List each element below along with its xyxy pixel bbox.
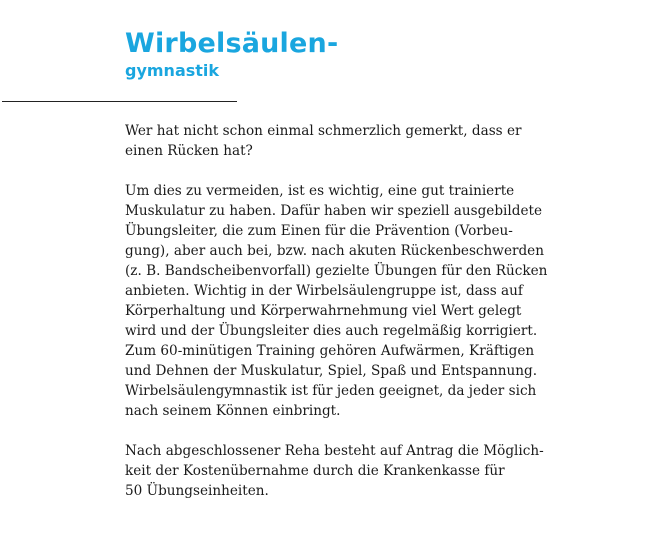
text-line: einen Rücken hat? xyxy=(125,143,253,159)
page-subtitle: gymnastik xyxy=(125,61,220,80)
text-line: nach seinem Können einbringt. xyxy=(125,403,341,419)
text-line: Übungsleiter, die zum Einen für die Prävention (Vorbeu- xyxy=(125,223,513,239)
paragraph-spacer xyxy=(125,161,565,181)
text-line: Wirbelsäulengymnastik ist für jeden geeignet, da jeder sich xyxy=(125,383,537,399)
text-line: und Dehnen der Muskulatur, Spiel, Spaß und Entspannung. xyxy=(125,363,538,379)
text-line: Um dies zu vermeiden, ist es wichtig, eine gut trainierte xyxy=(125,183,515,199)
text-line: keit der Kostenübernahme durch die Krankenkasse für xyxy=(125,463,505,479)
paragraph-spacer xyxy=(125,421,565,441)
title-divider xyxy=(2,101,237,102)
text-line: anbieten. Wichtig in der Wirbelsäulengruppe ist, dass auf xyxy=(125,283,523,299)
paragraph-intro xyxy=(125,121,565,161)
text-line: 50 Übungseinheiten. xyxy=(125,483,269,499)
text-line: Zum 60-minütigen Training gehören Aufwärmen, Kräftigen xyxy=(125,343,535,359)
article-body xyxy=(125,121,565,501)
text-line: wird und der Übungsleiter dies auch regelmäßig korrigiert. xyxy=(125,323,538,339)
text-line: Körperhaltung und Körperwahrnehmung viel Wert gelegt xyxy=(125,303,522,319)
text-line: Wer hat nicht schon einmal schmerzlich gemerkt, dass er xyxy=(125,123,522,139)
text-line: Muskulatur zu haben. Dafür haben wir speziell ausgebildete xyxy=(125,203,542,219)
paragraph-training xyxy=(125,181,565,421)
text-line: (z. B. Bandscheibenvorfall) gezielte Übungen für den Rücken xyxy=(125,263,548,279)
page-title: Wirbelsäulen- xyxy=(125,28,339,59)
paragraph-insurance xyxy=(125,441,565,501)
text-line: gung), aber auch bei, bzw. nach akuten Rückenbeschwerden xyxy=(125,243,544,259)
text-line: Nach abgeschlossener Reha besteht auf Antrag die Möglich- xyxy=(125,443,544,459)
